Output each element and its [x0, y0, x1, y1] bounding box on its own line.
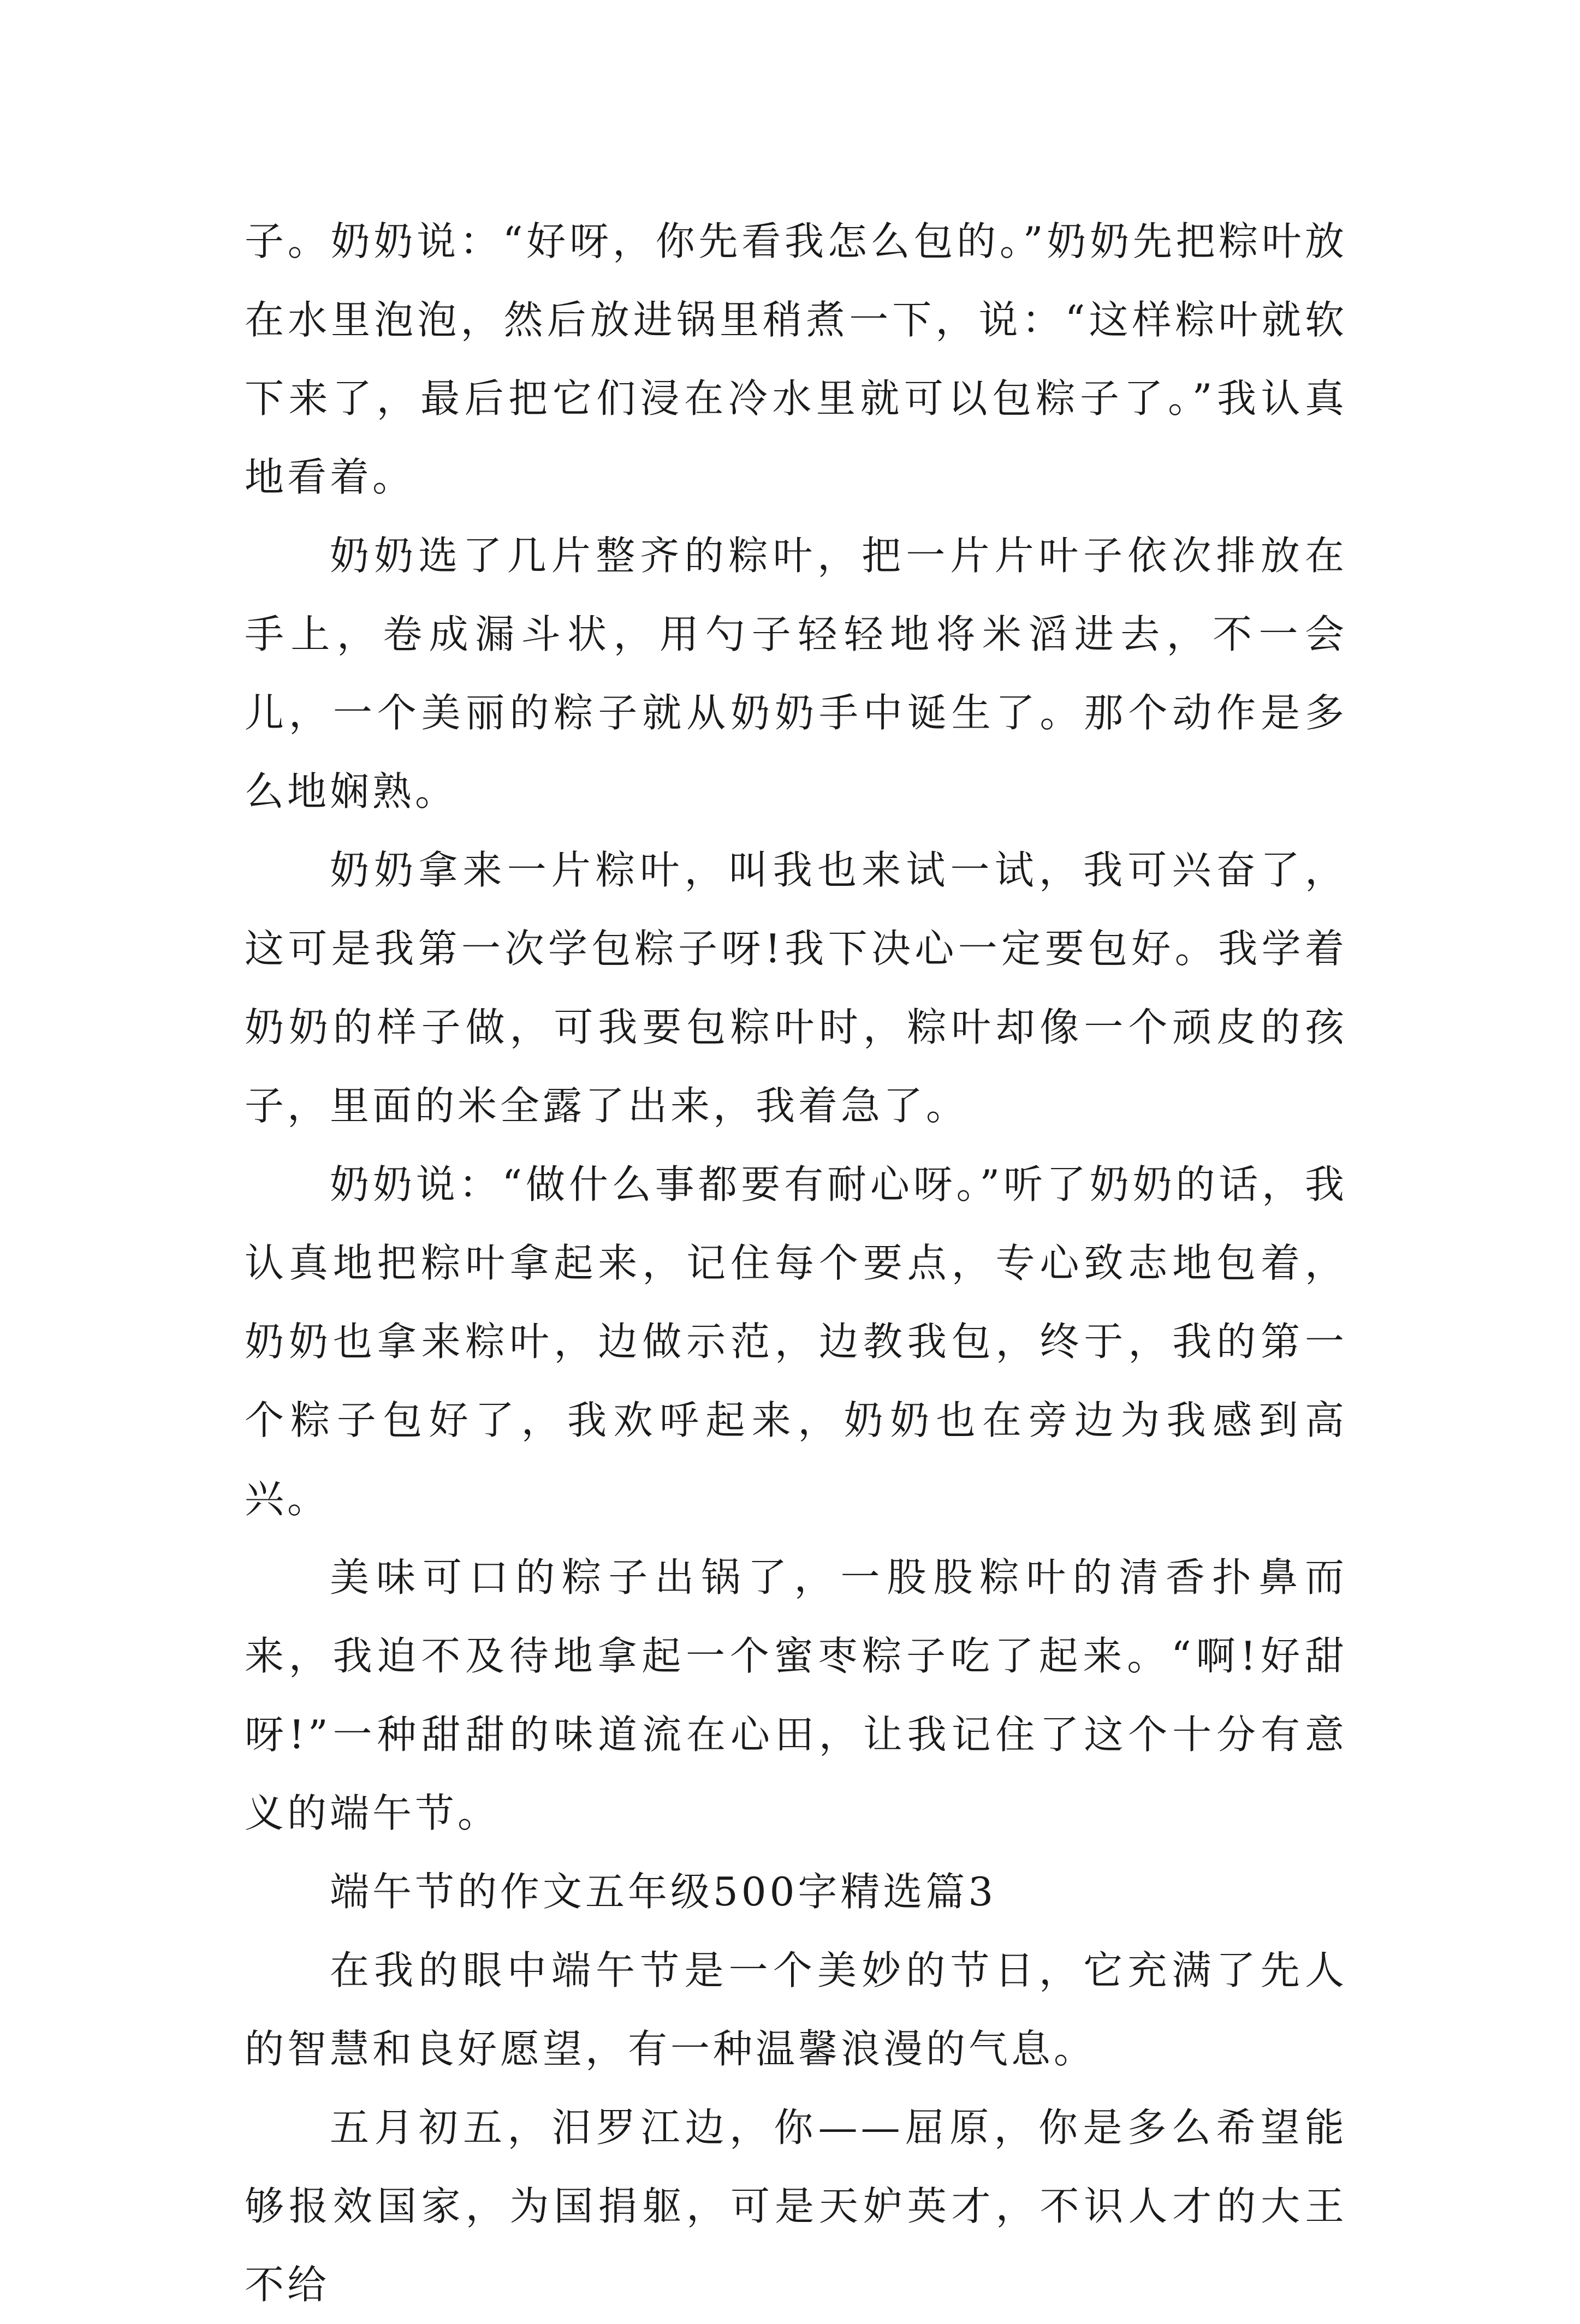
- paragraph-4: 奶奶说：“做什么事都要有耐心呀。”听了奶奶的话，我认真地把粽叶拿起来，记住每个要点，专心致志地包着，奶奶也拿来粽叶，边做示范，边教我包，终于，我的第一个粽子包好了，我欢呼起来，奶奶也在旁边为我感到高兴。: [245, 1161, 1347, 1522]
- paragraph-5: 美味可口的粽子出锅了，一股股粽叶的清香扑鼻而来，我迫不及待地拿起一个蜜枣粽子吃了起来。“啊!好甜呀!”一种甜甜的味道流在心田，让我记住了这个十分有意义的端午节。: [245, 1554, 1347, 1836]
- paragraph-7: 五月初五，汨罗江边，你——屈原，你是多么希望能够报效国家，为国捐躯，可是天妒英才，不识人才的大王不给: [245, 2105, 1347, 2308]
- document-body: [245, 202, 1347, 2324]
- section-heading: 端午节的作文五年级500字精选篇3: [330, 1869, 997, 1915]
- paragraph-6: 在我的眼中端午节是一个美妙的节日，它充满了先人的智慧和良好愿望，有一种温馨浪漫的气息。: [245, 1947, 1347, 2072]
- paragraph-2: 奶奶选了几片整齐的粽叶，把一片片叶子依次排放在手上，卷成漏斗状，用勺子轻轻地将米滔进去，不一会儿，一个美丽的粽子就从奶奶手中诞生了。那个动作是多么地娴熟。: [245, 533, 1347, 814]
- paragraph-1: 子。奶奶说：“好呀，你先看我怎么包的。”奶奶先把粽叶放在水里泡泡，然后放进锅里稍煮一下，说：“这样粽叶就软下来了，最后把它们浸在冷水里就可以包粽子了。”我认真地看着。: [245, 218, 1347, 500]
- paragraph-3: 奶奶拿来一片粽叶，叫我也来试一试，我可兴奋了，这可是我第一次学包粽子呀!我下决心一定要包好。我学着奶奶的样子做，可我要包粽叶时，粽叶却像一个顽皮的孩子，里面的米全露了出来，我着急了。: [245, 847, 1347, 1129]
